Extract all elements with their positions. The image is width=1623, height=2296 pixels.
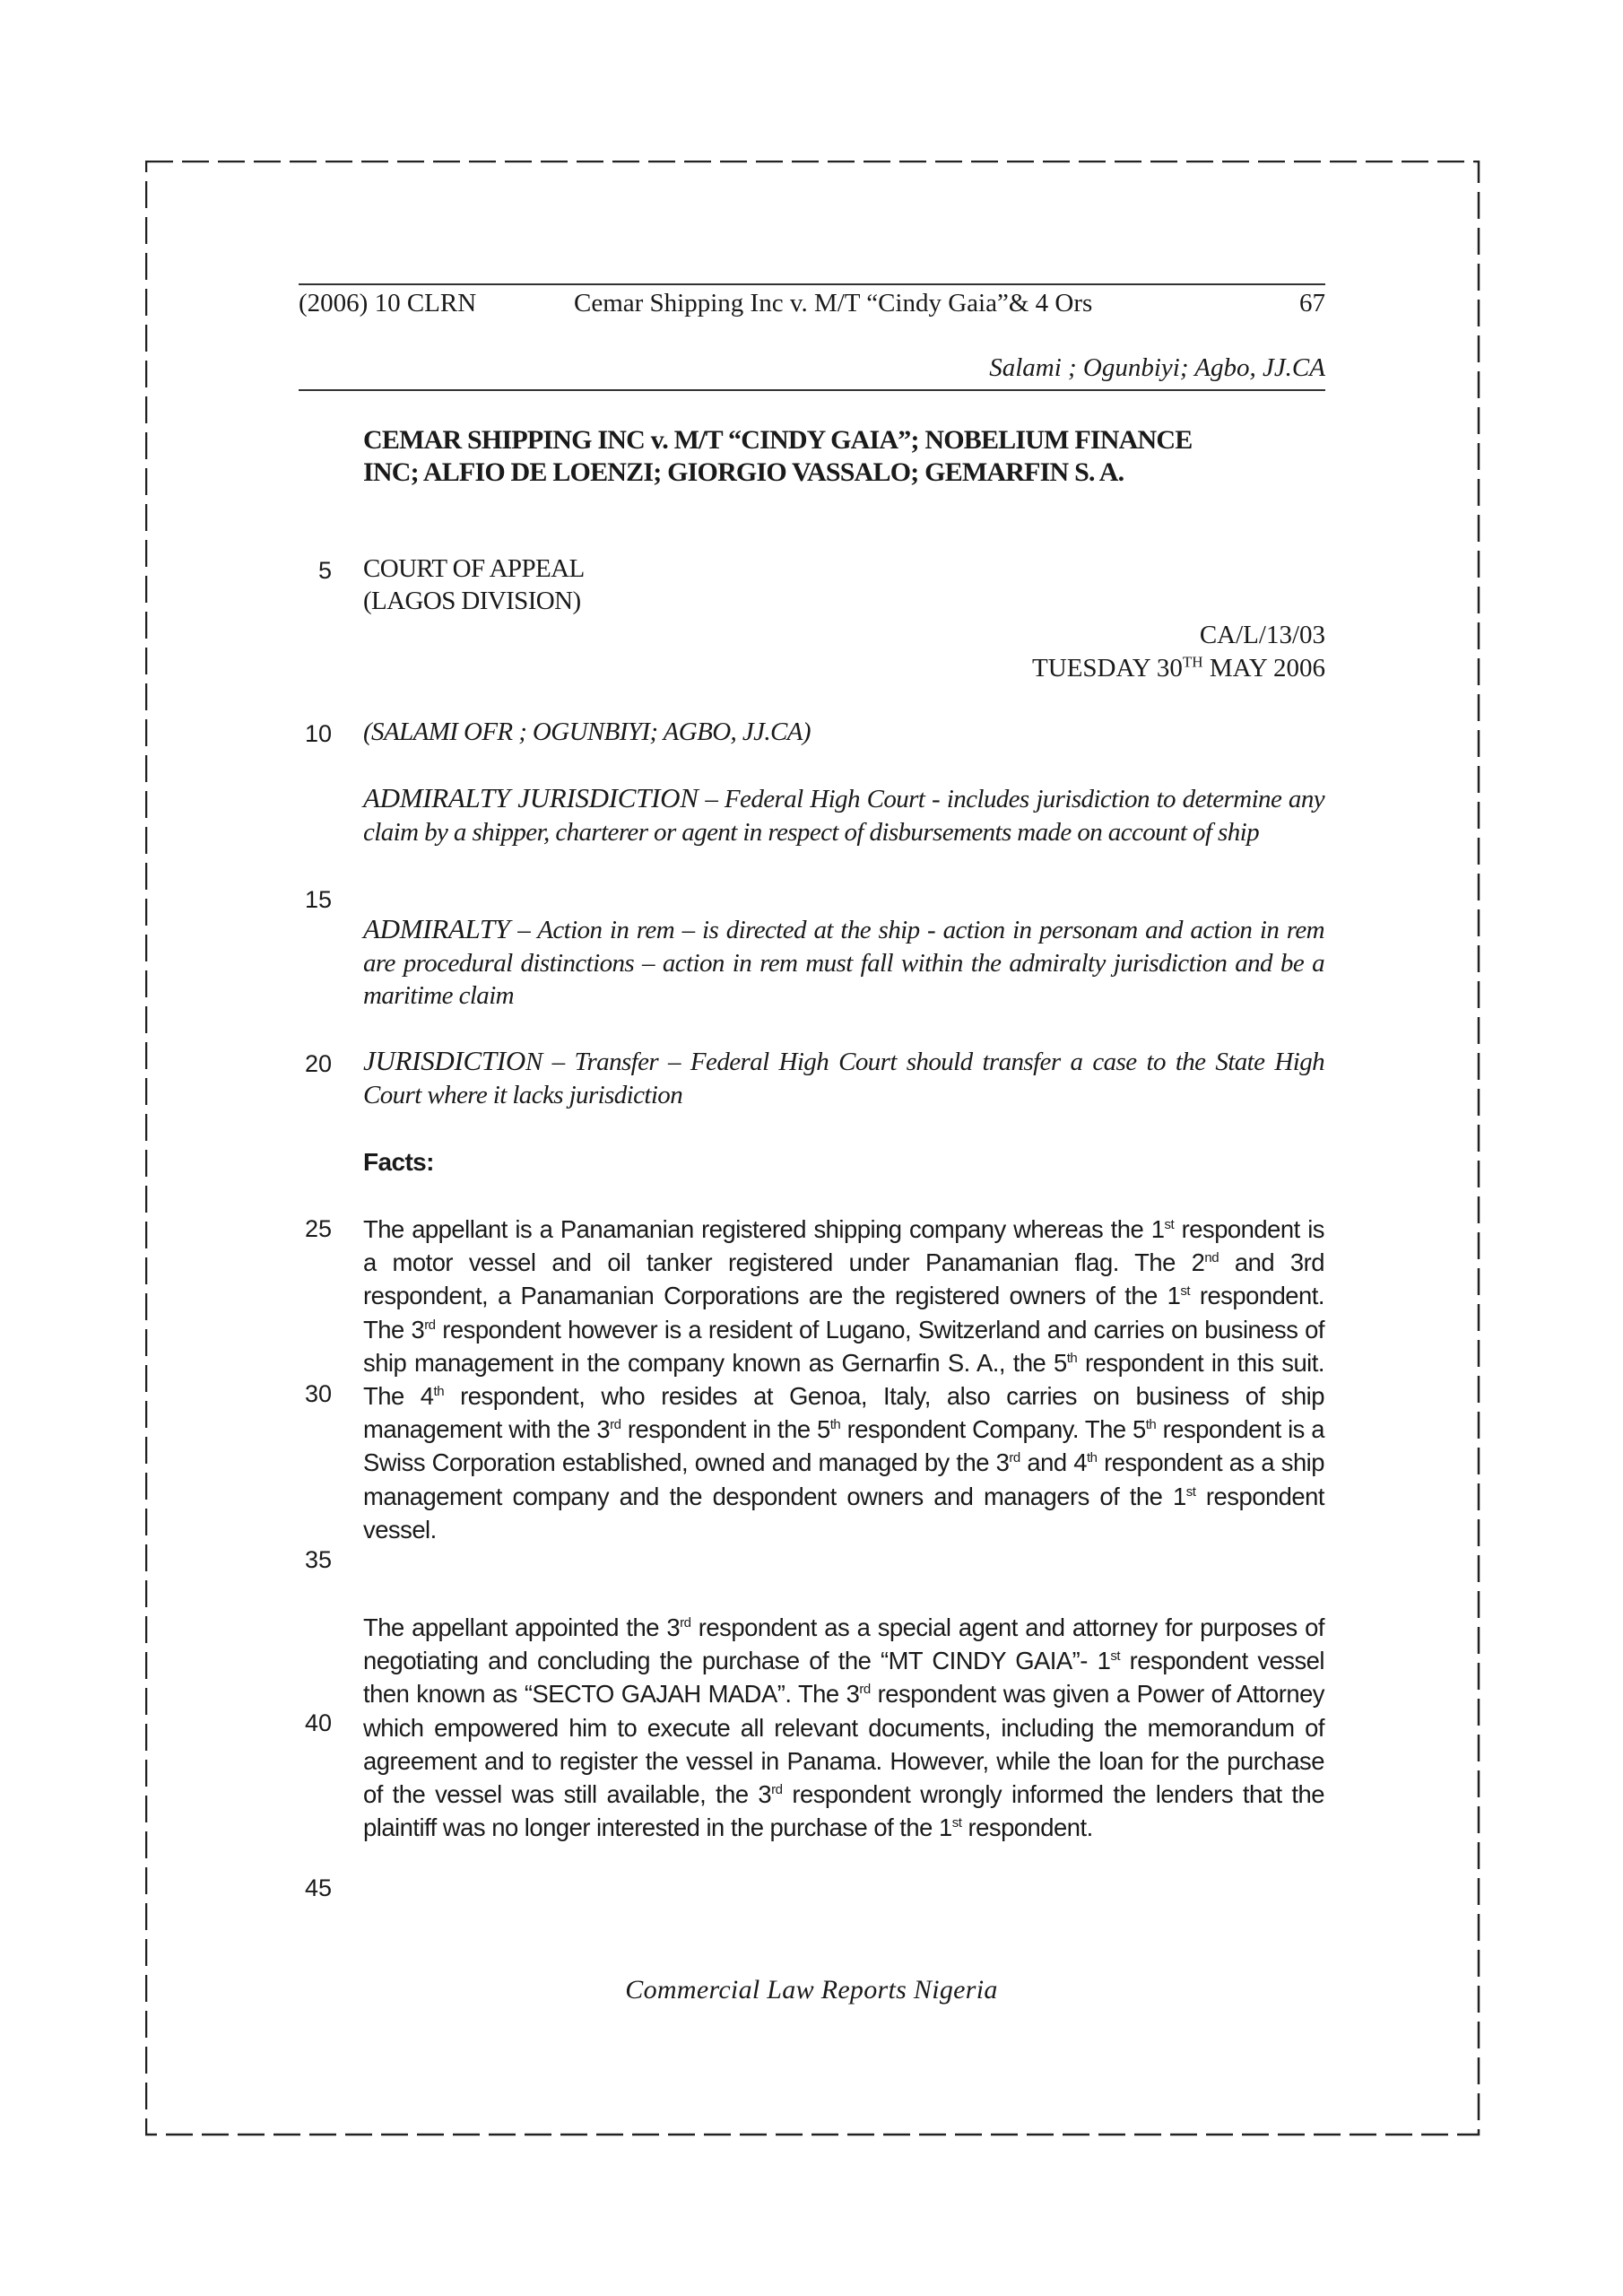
paragraph-text: respondent. xyxy=(961,1813,1093,1842)
ordinal-superscript: rd xyxy=(771,1781,783,1797)
header-bottom-rule xyxy=(299,389,1325,391)
paragraph-text: respondent. The 3 xyxy=(363,1282,1324,1344)
line-number: 40 xyxy=(304,1709,332,1736)
ordinal-superscript: st xyxy=(1164,1216,1175,1232)
paragraph-text: respondent however is a resident of Lugano, Switzerland and carries on business of ship management in the company known as Gernarfin S. A., the 5 xyxy=(363,1315,1325,1377)
paragraph-text: respondent in this suit. The 4 xyxy=(363,1348,1324,1411)
ordinal-superscript: rd xyxy=(680,1614,691,1631)
publication-footer: Commercial Law Reports Nigeria xyxy=(625,1975,998,2005)
catchword-admiralty-jurisdiction xyxy=(363,782,1324,848)
suit-number: CA/L/13/03 xyxy=(1199,621,1325,649)
ordinal-superscript: rd xyxy=(424,1317,436,1333)
line-number: 30 xyxy=(304,1380,332,1407)
line-number: 15 xyxy=(304,886,332,913)
ordinal-superscript: th xyxy=(1086,1450,1098,1466)
case-title-line-1: CEMAR SHIPPING INC v. M/T “CINDY GAIA”; NOBELIUM FINANCE xyxy=(363,425,1193,455)
paragraph-text: respondent, who resides at Genoa, Italy, also carries on business of ship management with the 3 xyxy=(363,1382,1324,1444)
ordinal-superscript: st xyxy=(1180,1283,1191,1300)
paragraph-text: The appellant appointed the 3 xyxy=(363,1613,681,1641)
date-prefix: TUESDAY 30 xyxy=(1032,654,1183,683)
header-top-rule xyxy=(299,283,1325,285)
court-name: COURT OF APPEAL xyxy=(363,554,585,583)
catchword-admiralty xyxy=(363,913,1324,1013)
ordinal-superscript: th xyxy=(433,1383,445,1399)
paragraph-text: and 4 xyxy=(1020,1448,1087,1477)
line-number: 20 xyxy=(304,1050,332,1077)
line-number: 10 xyxy=(304,720,332,747)
catchword-heading: ADMIRALTY xyxy=(363,913,510,944)
paragraph-text: respondent is a Swiss Corporation established, owned and managed by the 3 xyxy=(363,1415,1325,1477)
ordinal-superscript: th xyxy=(829,1417,841,1433)
paragraph-text: respondent is a motor vessel and oil tanker registered under Panamanian flag. The 2 xyxy=(363,1215,1324,1277)
line-number: 45 xyxy=(304,1874,332,1901)
page-number: 67 xyxy=(1299,289,1325,317)
ordinal-superscript: rd xyxy=(610,1417,621,1433)
facts-paragraph-1 xyxy=(363,1213,1324,1546)
ordinal-superscript: rd xyxy=(859,1682,871,1698)
judgment-date xyxy=(1032,654,1325,683)
header-case-title: Cemar Shipping Inc v. M/T “Cindy Gaia”& 4 Ors xyxy=(574,289,1093,317)
date-suffix: MAY 2006 xyxy=(1202,654,1325,683)
paragraph-text: respondent was given a Power of Attorney which empowered him to execute all relevant documents, including the memorandum of agreement and to register the vessel in Panama. However, while the loan for the purchase of the vessel was still available, the 3 xyxy=(363,1680,1324,1809)
ordinal-superscript: st xyxy=(1110,1648,1120,1665)
date-superscript: TH xyxy=(1182,653,1203,671)
catchword-text: – Federal High Court - includes jurisdiction to determine any claim by a shipper, charterer or agent in respect of disbursements made on account of ship xyxy=(363,785,1325,847)
facts-paragraph-2-text xyxy=(363,1611,1324,1844)
ordinal-superscript: st xyxy=(1185,1483,1196,1500)
panel-judges: (SALAMI OFR ; OGUNBIYI; AGBO, JJ.CA) xyxy=(363,718,811,746)
paragraph-text: respondent wrongly informed the lenders that the plaintiff was no longer interested in the purchase of the 1 xyxy=(363,1780,1324,1842)
paragraph-text: respondent vessel then known as “SECTO GAJAH MADA”. The 3 xyxy=(363,1647,1325,1709)
paragraph-text: and 3rd respondent, a Panamanian Corporations are the registered owners of the 1 xyxy=(363,1248,1324,1310)
ordinal-superscript: th xyxy=(1066,1350,1078,1366)
ordinal-superscript: rd xyxy=(1009,1450,1020,1466)
paragraph-text: respondent Company. The 5 xyxy=(840,1415,1146,1444)
header-judges: Salami ; Ogunbiyi; Agbo, JJ.CA xyxy=(989,353,1325,382)
case-title-line-2: INC; ALFIO DE LOENZI; GIORGIO VASSALO; GEMARFIN S. A. xyxy=(363,457,1124,487)
paragraph-text: The appellant is a Panamanian registered shipping company whereas the 1 xyxy=(363,1215,1165,1243)
line-number: 5 xyxy=(317,557,332,584)
paragraph-text: respondent as a special agent and attorney for purposes of negotiating and concluding the purchase of the “MT CINDY GAIA”- 1 xyxy=(363,1613,1324,1675)
catchword-text: – Action in rem – is directed at the ship - action in personam and action in rem are procedural distinctions – action in rem must fall within the admiralty jurisdiction and be a maritime claim xyxy=(363,916,1324,1010)
catchword-heading: JURISDICTIO xyxy=(363,1045,525,1076)
line-number: 35 xyxy=(304,1546,332,1573)
ordinal-superscript: nd xyxy=(1204,1250,1219,1266)
header-citation: (2006) 10 CLRN xyxy=(299,289,477,317)
catchword-jurisdiction xyxy=(363,1045,1324,1111)
catchword-text: N – Transfer – Federal High Court should transfer a case to the State High Court where it lacks jurisdiction xyxy=(363,1048,1324,1109)
paragraph-text: respondent as a ship management company and the despondent owners and managers of the 1 xyxy=(363,1448,1325,1510)
facts-paragraph-2 xyxy=(363,1611,1324,1844)
ordinal-superscript: st xyxy=(951,1815,962,1831)
facts-paragraph-1-text xyxy=(363,1213,1324,1546)
court-division: (LAGOS DIVISION) xyxy=(363,587,581,615)
line-number: 25 xyxy=(304,1215,332,1242)
paragraph-text: respondent vessel. xyxy=(363,1482,1324,1544)
paragraph-text: respondent in the 5 xyxy=(621,1415,830,1444)
ordinal-superscript: th xyxy=(1145,1417,1157,1433)
catchword-heading: ADMIRALTY JURISDICTION xyxy=(363,782,699,813)
facts-heading: Facts: xyxy=(363,1148,434,1176)
